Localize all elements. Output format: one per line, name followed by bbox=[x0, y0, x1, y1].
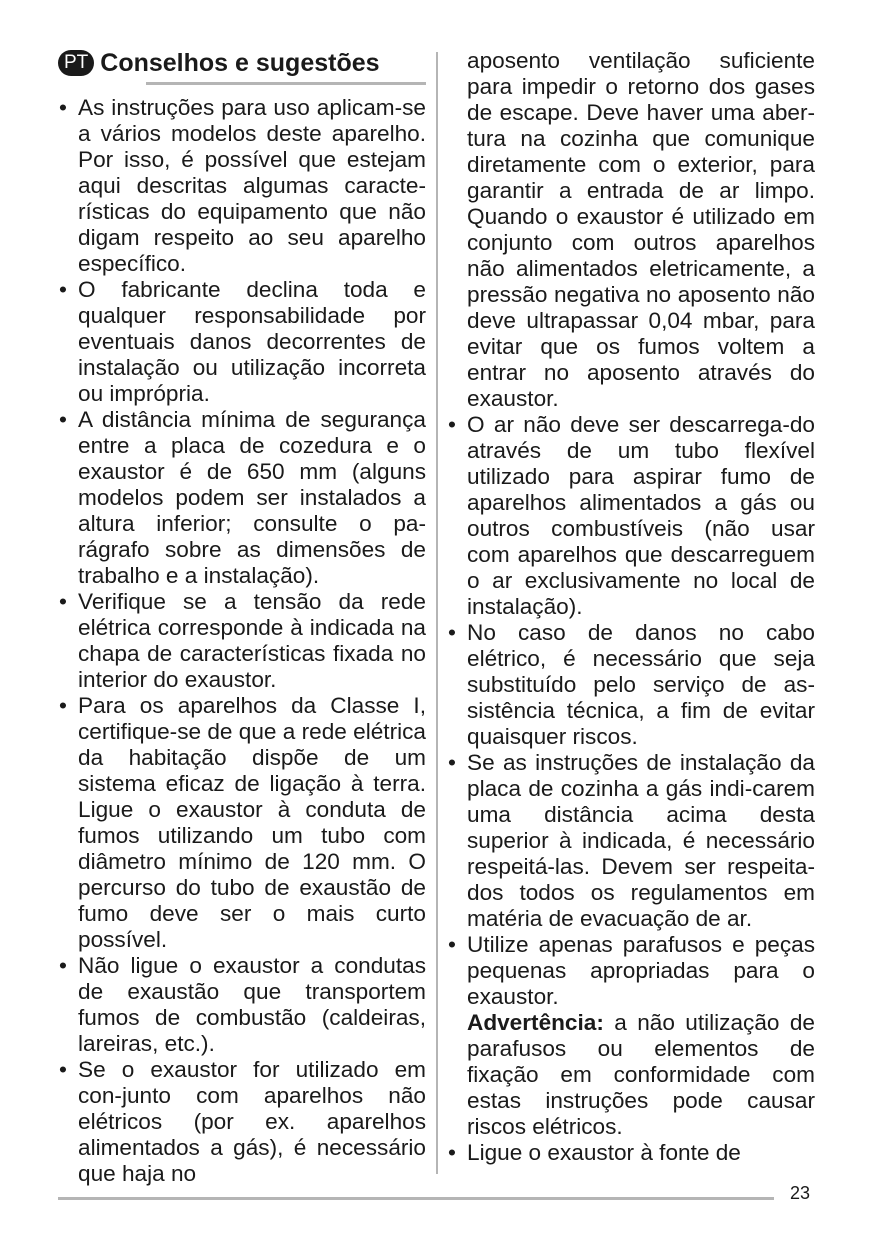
list-item: • Verifique se a tensão da rede elétrica corresponde à indicada na chapa de características fixada no interior do exaustor. bbox=[59, 589, 426, 692]
continued-paragraph: aposento ventilação suficiente para impedir o retorno dos gases de escape. Deve haver uma aber-tura na cozinha que comunique diretamente com o exterior, para garantir a entrada de ar limpo. Quando o exaustor é utilizado em conjunto com outros aparelhos não alimentados eletricamente, a pressão negativa no aposento não deve ultrapassar 0,04 mbar, para evitar que os fumos voltem a entrar no aposento através do exaustor. bbox=[467, 48, 815, 411]
bullet-icon: • bbox=[59, 589, 67, 614]
warning-label: Advertência: bbox=[467, 1010, 604, 1035]
bullet-icon: • bbox=[448, 932, 456, 957]
page-title: Conselhos e sugestões bbox=[100, 49, 380, 77]
bullet-icon: • bbox=[448, 620, 456, 645]
bullet-icon: • bbox=[59, 277, 67, 302]
list-item: • A distância mínima de segurança entre a placa de cozedura e o exaustor é de 650 mm (alguns modelos podem ser instalados a altura inferior; consulte o pa-rágrafo sobre as dimensões de trabalho e a instalação). bbox=[59, 407, 426, 588]
list-item: • Para os aparelhos da Classe I, certifique-se de que a rede elétrica da habitação dispõe de um sistema eficaz de ligação à terra. Ligue o exaustor à conduta de fumos utilizando um tubo com diâmetro mínimo de 120 mm. O percurso do tubo de exaustão de fumo deve ser o mais curto possível. bbox=[59, 693, 426, 952]
bullet-icon: • bbox=[448, 1140, 456, 1165]
list-item: • Ligue o exaustor à fonte de bbox=[448, 1140, 741, 1165]
list-item: • Não ligue o exaustor a condutas de exaustão que transportem fumos de combustão (caldeiras, lareiras, etc.). bbox=[59, 953, 426, 1056]
right-column bbox=[447, 48, 815, 1166]
page-number: 23 bbox=[790, 1183, 811, 1203]
warning-note bbox=[447, 1010, 815, 1140]
list-item: • Utilize apenas parafusos e peças pequenas apropriadas para o exaustor. bbox=[448, 932, 815, 1009]
bullet-icon: • bbox=[59, 1057, 67, 1082]
left-column bbox=[58, 48, 426, 1187]
list-item: • O fabricante declina toda e qualquer responsabilidade por eventuais danos decorrentes de instalação ou utilização incorreta ou imprópria. bbox=[59, 277, 426, 406]
list-item: • No caso de danos no cabo elétrico, é necessário que seja substituído pelo serviço de as-sistência técnica, a fim de evitar quaisquer riscos. bbox=[448, 620, 815, 749]
column-divider bbox=[436, 52, 438, 1174]
footer-rule bbox=[58, 1197, 774, 1200]
bullet-icon: • bbox=[448, 750, 456, 775]
language-badge: PT bbox=[58, 50, 94, 76]
bullet-icon: • bbox=[59, 953, 67, 978]
bullet-icon: • bbox=[59, 407, 67, 432]
bullet-icon: • bbox=[448, 412, 456, 437]
bullet-icon: • bbox=[59, 693, 67, 718]
list-item: • O ar não deve ser descarrega-do através de um tubo flexível utilizado para aspirar fumo de aparelhos alimentados a gás ou outros combustíveis (não usar com aparelhos que descarreguem o ar exclusivamente no local de instalação). bbox=[448, 412, 815, 619]
bullet-icon: • bbox=[59, 95, 67, 120]
title-underline bbox=[146, 82, 426, 85]
section-header bbox=[58, 48, 426, 78]
list-item: • Se o exaustor for utilizado em con-junto com aparelhos não elétricos (por ex. aparelhos alimentados a gás), é necessário que haja no bbox=[59, 1057, 426, 1186]
list-item: • As instruções para uso aplicam-se a vários modelos deste aparelho. Por isso, é possível que estejam aqui descritas algumas caracte-rísticas do equipamento que não digam respeito ao seu aparelho específico. bbox=[59, 95, 426, 276]
list-item: • Se as instruções de instalação da placa de cozinha a gás indi-carem uma distância acima desta superior à indicada, é necessário respeitá-las. Devem ser respeita-dos todos os regulamentos em matéria de evacuação de ar. bbox=[448, 750, 815, 931]
warning-text: a não utilização de parafusos ou elementos de fixação em conformidade com estas instruções pode causar riscos elétricos. bbox=[467, 1010, 815, 1139]
